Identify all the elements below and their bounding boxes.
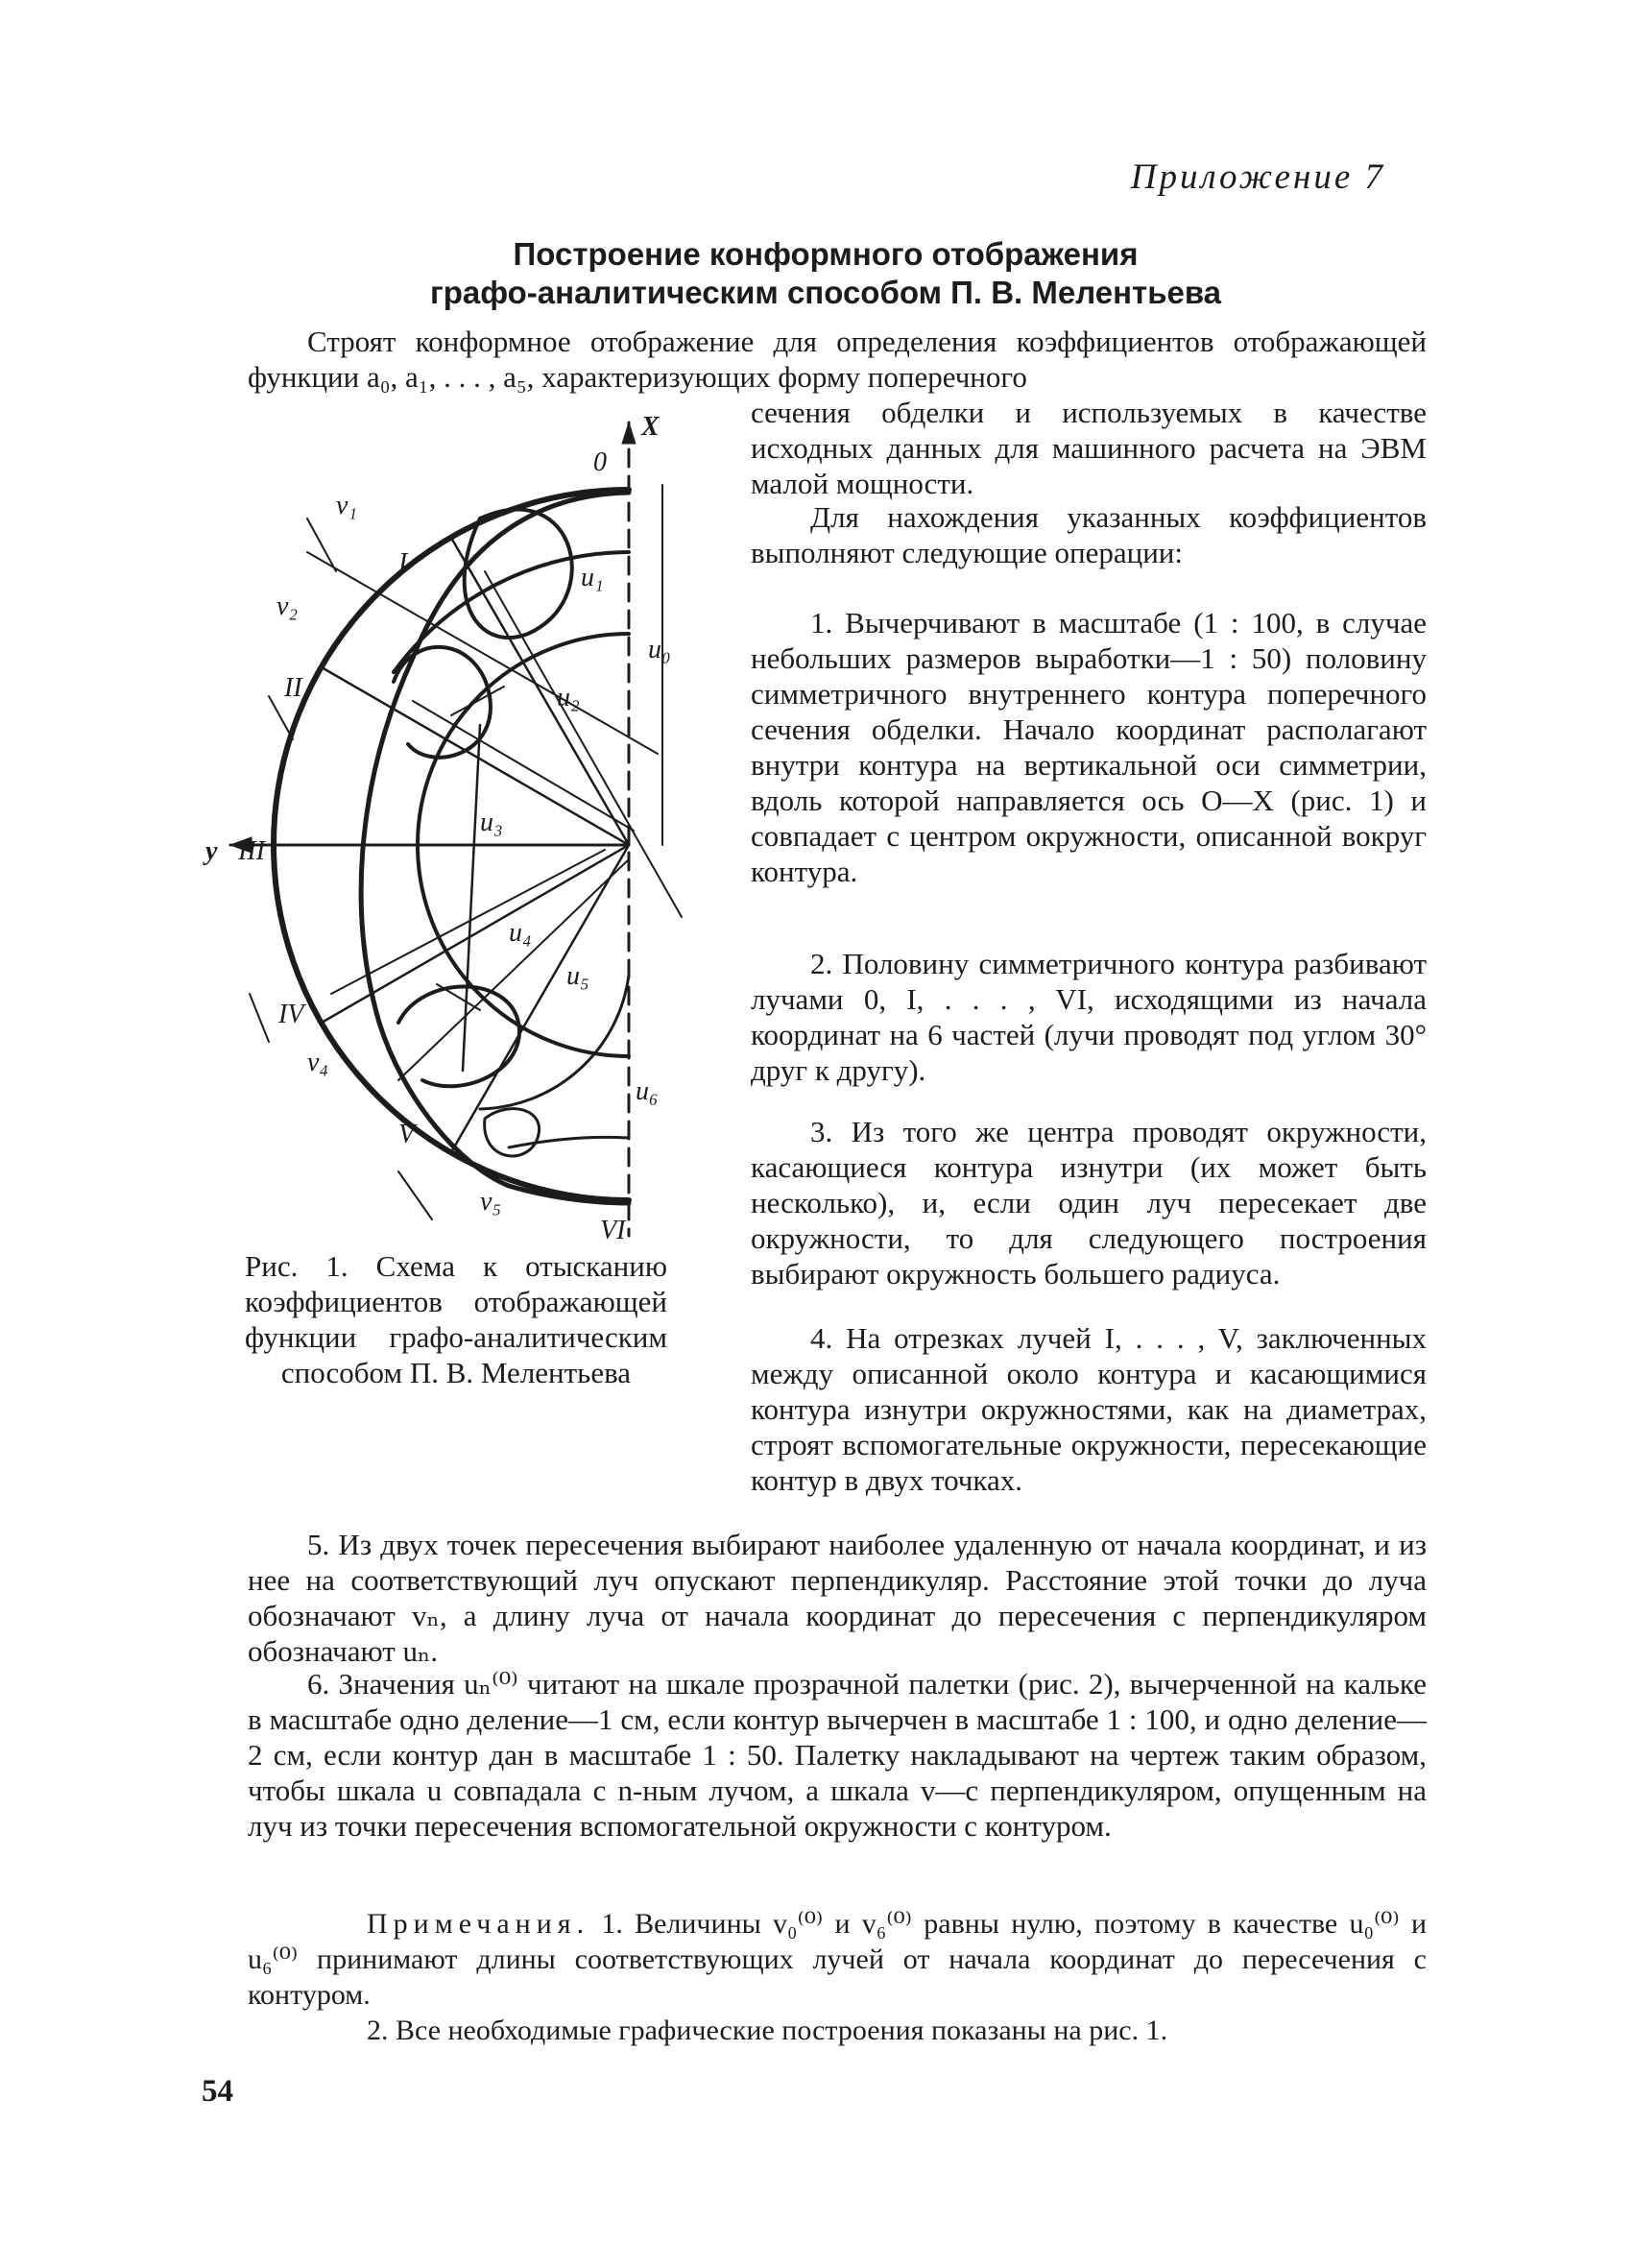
intro-paragraph-top: Строят конформное отображение для определения коэффициентов отображающей функции a₀, a₁, . . . , a₅, характеризующих форму поперечного — [248, 325, 1427, 394]
label-ray-V: V — [398, 1120, 416, 1149]
notes-heading: Примечания. — [367, 1908, 590, 1940]
note-1 — [248, 1906, 1427, 2013]
label-u5: u₅ — [566, 961, 589, 991]
aux-circle-4 — [398, 987, 519, 1087]
label-u4: u₄ — [509, 918, 532, 948]
label-ray-II: II — [284, 673, 302, 703]
appendix-label: Приложение 7 — [1130, 157, 1385, 197]
label-u1: u₁ — [581, 563, 604, 592]
chord-line — [463, 725, 480, 1071]
figure-1-diagram — [192, 408, 739, 1263]
label-axis-x: X — [641, 412, 660, 442]
v1-dimension — [307, 519, 336, 571]
page-number: 54 — [202, 2074, 233, 2109]
label-u0: u₀ — [648, 635, 671, 664]
ray-IV — [322, 845, 629, 1023]
section-contour — [361, 493, 629, 1203]
label-ray-III: III — [238, 836, 265, 866]
label-u3: u₃ — [480, 808, 503, 837]
step-4: 4. На отрезках лучей I, . . . , V, заключенных между описанной около контура и касающимися контура изнутри окружностями, как на диаметрах, строят вспомогательные окружности, пересекающие контур в двух точках. — [751, 1321, 1427, 1497]
step-5: 5. Из двух точек пересечения выбирают наиболее удаленную от начала координат, и из нее на соответствующий луч опускают перпендикуляр. Расстояние этой точки до луча обозначают vₙ, а длину луча от начала координат до пересечения с перпендикуляром обозначают uₙ. — [248, 1528, 1427, 1668]
title-line-1: Построение конформного отображения — [513, 236, 1139, 272]
label-ray-IV: IV — [278, 1000, 304, 1029]
u0-dimension — [485, 571, 682, 917]
label-ray-VI: VI — [600, 1216, 626, 1245]
step-1: 1. Вычерчивают в масштабе (1 : 100, в случае небольших размеров выработки—1 : 50) половину симметричного внутреннего контура поперечного сечения обделки. Начало координат располагают внутри контура на вертикальной оси симметрии, вдоль которой направляется ось O—X (рис. 1) и совпадает с центром окружности, описанной вокруг контура. — [751, 606, 1427, 888]
label-v1: v₁ — [336, 491, 358, 520]
ray-V — [451, 845, 629, 1152]
notes-block — [248, 1906, 1427, 2048]
u1-dimension — [307, 552, 658, 754]
step-6: 6. Значения uₙ⁽⁰⁾ читают на шкале прозрачной палетки (рис. 2), вычерченной на кальке в масштабе одно деление—1 см, если контур вычерчен в масштабе 1 : 100, и одно деление—2 см, если контур дан в масштабе 1 : 50. Палетку накладывают на чертеж таким образом, чтобы шкала u совпадала с n-ным лучом, а шкала v—с перпендикуляром, опущенным на луч из точки пересечения вспомогательной окружности с контуром. — [248, 1667, 1427, 1843]
x-axis-arrow — [622, 422, 636, 444]
label-origin: 0 — [593, 447, 607, 477]
page-title — [230, 235, 1421, 312]
figure-caption: Рис. 1. Схема к отысканию коэффициентов отображающей функции графо-аналитическим способом П. В. Мелентьева — [245, 1249, 667, 1389]
v4-dimension — [250, 994, 269, 1042]
paragraph-find: Для нахождения указанных коэффициентов выполняют следующие операции: — [751, 500, 1427, 569]
note-1-text: 1. Величины v₀⁽⁰⁾ и v₆⁽⁰⁾ равны нулю, поэтому в качестве u₀⁽⁰⁾ и u₆⁽⁰⁾ принимают длины соответствующих лучей от начала координат до пересечения с контуром. — [248, 1908, 1428, 2011]
intro-paragraph-right: сечения обделки и используемых в качестве исходных данных для машинного расчета на ЭВМ малой мощности. — [751, 396, 1427, 500]
note-2: 2. Все необходимые графические построения показаны на рис. 1. — [367, 2015, 1168, 2046]
aux-arc-5 — [509, 1137, 629, 1147]
perpendicular-2 — [451, 687, 504, 715]
v5-dimension — [398, 1171, 432, 1219]
step-3: 3. Из того же центра проводят окружности, касающиеся контура изнутри (их может быть несколько), и, если один луч пересекает две окружности, то для следующего построения выбирают окружность большего радиуса. — [751, 1115, 1427, 1291]
label-u6: u₆ — [636, 1076, 659, 1106]
label-v5: v₅ — [480, 1187, 502, 1217]
label-v4: v₄ — [307, 1048, 329, 1077]
aux-circle-5 — [485, 1109, 540, 1156]
step-2: 2. Половину симметричного контура разбивают лучами 0, I, . . . , VI, исходящими из начала координат на 6 частей (лучи проводят под углом 30° друг к другу). — [751, 947, 1427, 1087]
label-axis-y: y — [205, 836, 218, 866]
title-line-2: графо-аналитическим способом П. В. Мелентьева — [429, 275, 1222, 310]
label-v2: v₂ — [276, 591, 299, 621]
u5-dimension — [398, 859, 629, 1080]
label-ray-I: I — [398, 548, 408, 578]
label-u2: u₂ — [557, 683, 580, 712]
